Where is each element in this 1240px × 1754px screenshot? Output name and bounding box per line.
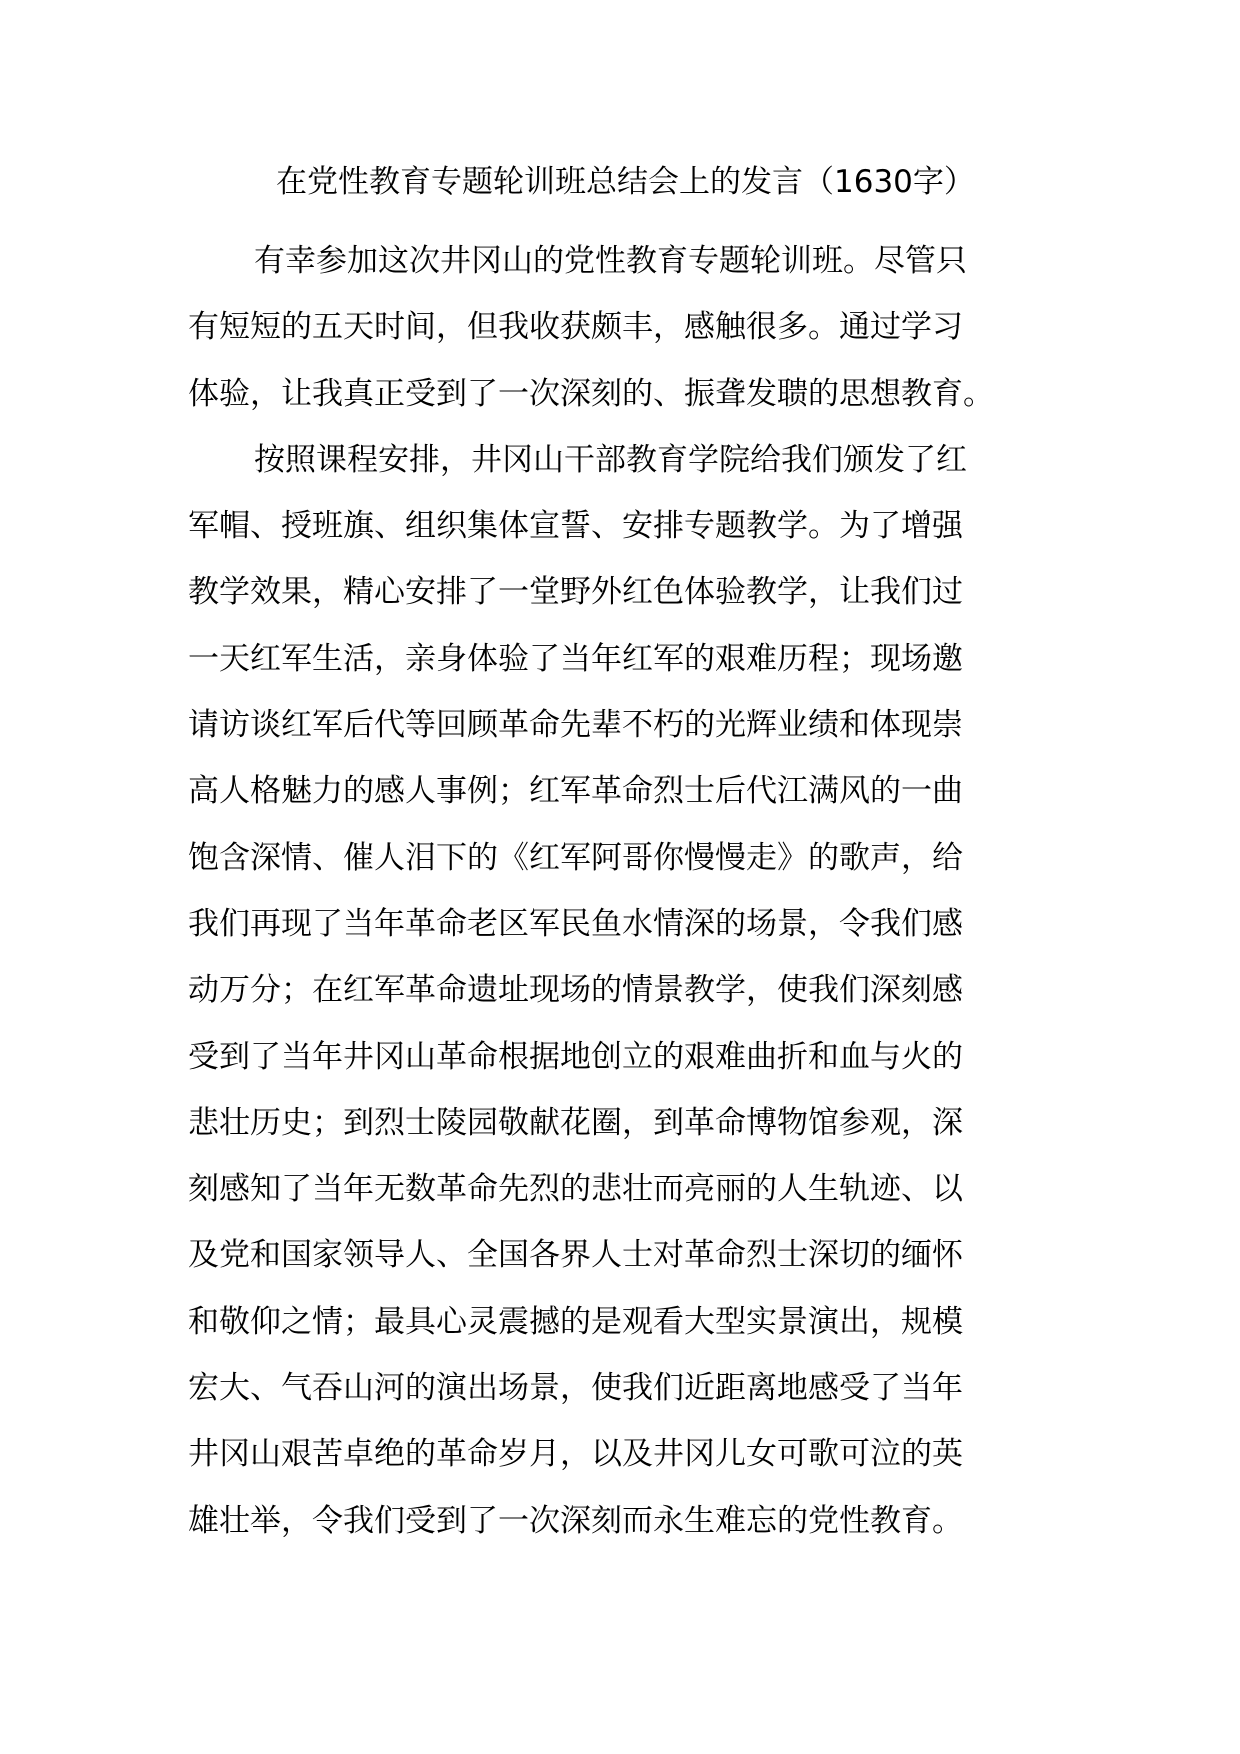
- text-line: 受到了当年井冈山革命根据地创立的艰难曲折和血与火的: [188, 1038, 963, 1075]
- paragraph-1: [188, 228, 1054, 427]
- text-line: 悲壮历史；到烈士陵园敬献花圈，到革命博物馆参观，深: [188, 1104, 963, 1141]
- text-line: 按照课程安排，井冈山干部教育学院给我们颁发了红: [254, 441, 967, 478]
- text-line: 高人格魅力的感人事例；红军革命烈士后代江满风的一曲: [188, 773, 963, 810]
- text-line: 一天红军生活，亲身体验了当年红军的艰难历程；现场邀: [188, 640, 963, 677]
- text-line: 宏大、气吞山河的演出场景，使我们近距离地感受了当年: [188, 1370, 963, 1407]
- text-line: 及党和国家领导人、全国各界人士对革命烈士深切的缅怀: [188, 1237, 963, 1274]
- text-line: 我们再现了当年革命老区军民鱼水情深的场景，令我们感: [188, 905, 963, 942]
- text-line: 雄壮举，令我们受到了一次深刻而永生难忘的党性教育。: [188, 1502, 963, 1539]
- text-line: 请访谈红军后代等回顾革命先辈不朽的光辉业绩和体现崇: [188, 707, 963, 744]
- text-line: 有短短的五天时间，但我收获颇丰，感触很多。通过学习: [188, 309, 963, 346]
- text-line: 动万分；在红军革命遗址现场的情景教学，使我们深刻感: [188, 972, 963, 1009]
- text-line: 饱含深情、催人泪下的《红军阿哥你慢慢走》的歌声，给: [188, 839, 963, 876]
- document-page: [188, 0, 1054, 1754]
- text-line: 有幸参加这次井冈山的党性教育专题轮训班。尽管只: [254, 243, 967, 279]
- text-line: 刻感知了当年无数革命先烈的悲壮而亮丽的人生轨迹、以: [188, 1171, 963, 1208]
- document-title: 在党性教育专题轮训班总结会上的发言（1630字）: [276, 164, 975, 200]
- document-body: [188, 228, 1054, 1554]
- text-line: 井冈山艰苦卓绝的革命岁月，以及井冈儿女可歌可泣的英: [188, 1436, 963, 1473]
- text-line: 军帽、授班旗、组织集体宣誓、安排专题教学。为了增强: [188, 508, 963, 545]
- text-line: 和敬仰之情；最具心灵震撼的是观看大型实景演出，规模: [188, 1303, 963, 1340]
- paragraph-2: [188, 427, 1054, 1554]
- text-line: 教学效果，精心安排了一堂野外红色体验教学，让我们过: [188, 574, 963, 611]
- text-line: 体验，让我真正受到了一次深刻的、振聋发聩的思想教育。: [188, 375, 994, 412]
